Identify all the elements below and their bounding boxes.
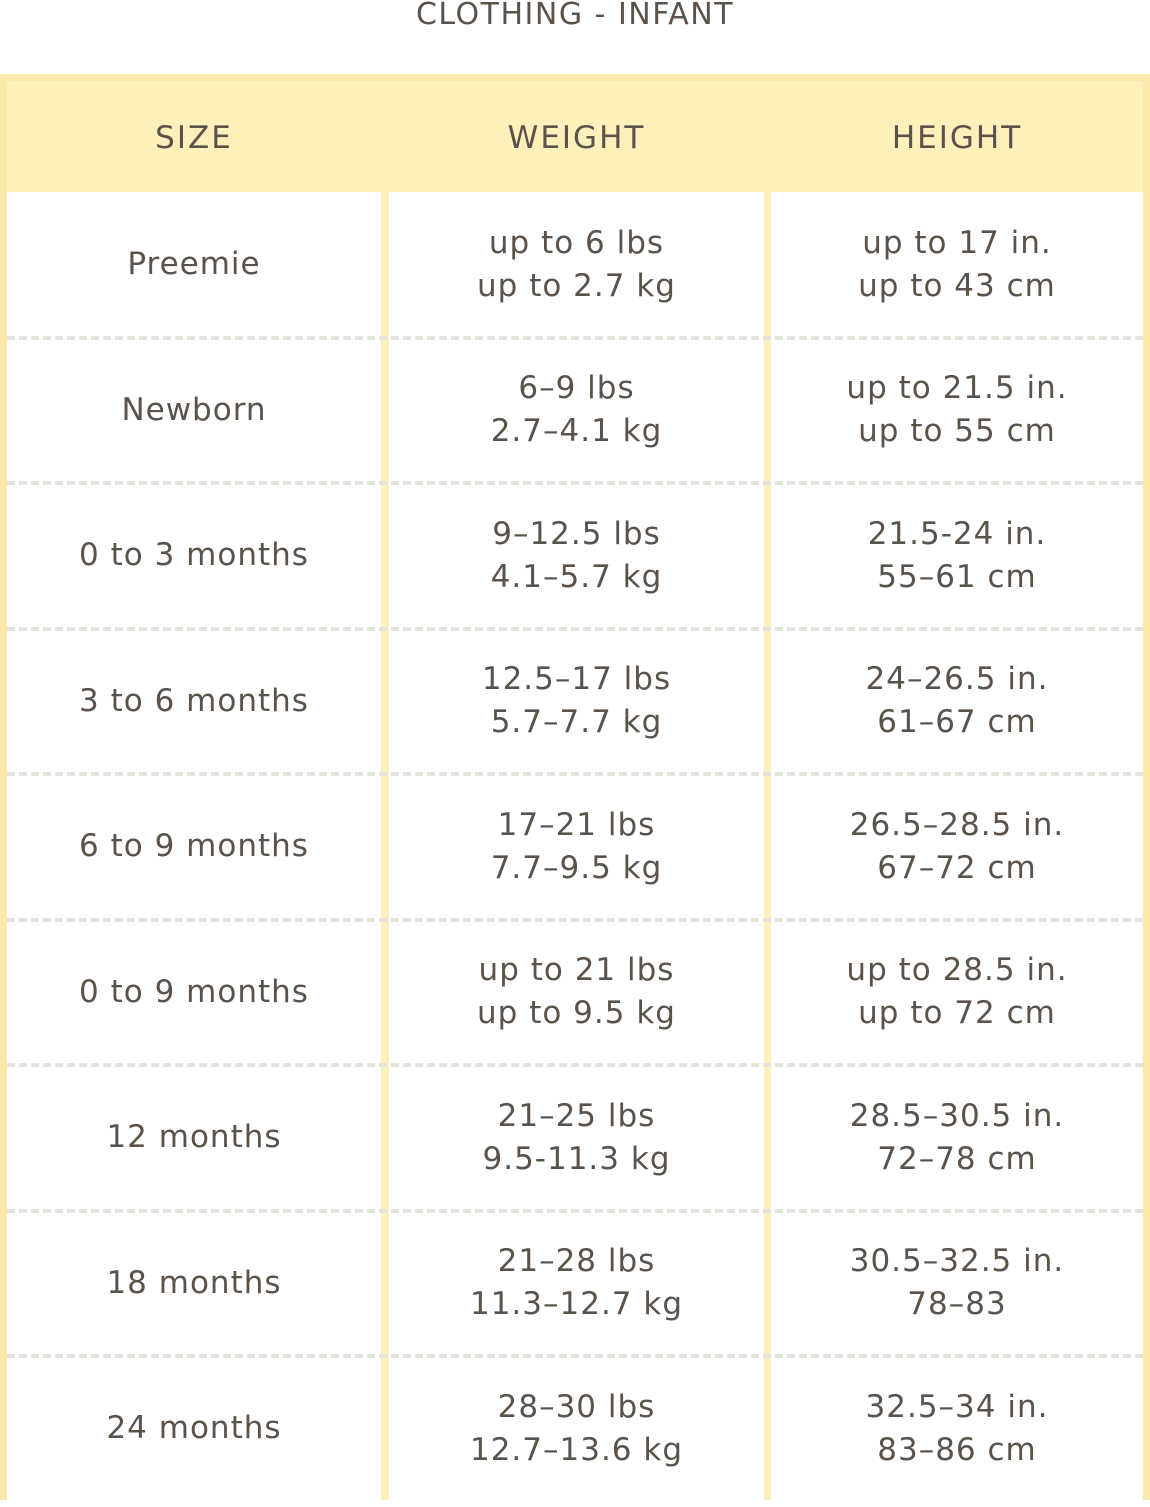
height-metric: 83–86 cm [877, 1431, 1037, 1468]
height-cell [771, 1356, 1143, 1501]
height-imperial: 32.5–34 in. [865, 1388, 1049, 1425]
size-label: 3 to 6 months [79, 682, 309, 719]
table-header-row [7, 81, 1143, 185]
weight-metric: 2.7–4.1 kg [490, 413, 663, 449]
weight-cell [389, 338, 764, 483]
height-metric: 55–61 cm [877, 558, 1037, 595]
weight-cell [389, 1211, 764, 1356]
weight-imperial: 17–21 lbs [497, 806, 656, 843]
size-label: 6 to 9 months [79, 828, 309, 864]
size-chart-table [0, 74, 1150, 1500]
height-cell [771, 1065, 1143, 1210]
height-cell [771, 920, 1143, 1065]
size-cell [7, 192, 381, 337]
height-metric: 61–67 cm [877, 704, 1037, 740]
height-imperial: up to 28.5 in. [846, 952, 1068, 988]
height-imperial: 26.5–28.5 in. [849, 806, 1065, 843]
weight-imperial: up to 6 lbs [488, 224, 665, 261]
weight-imperial: 12.5–17 lbs [481, 661, 672, 697]
weight-metric: 4.1–5.7 kg [490, 558, 663, 595]
height-imperial: 30.5–32.5 in. [849, 1243, 1065, 1279]
size-cell [7, 1356, 381, 1501]
table-row [7, 483, 1143, 628]
weight-imperial: 6–9 lbs [518, 370, 635, 406]
weight-cell [389, 920, 764, 1065]
height-imperial: 21.5-24 in. [867, 515, 1047, 552]
weight-cell [389, 483, 764, 628]
table-row [7, 920, 1143, 1065]
size-cell [7, 1211, 381, 1356]
weight-metric: 7.7–9.5 kg [490, 849, 663, 886]
size-label: 0 to 3 months [79, 537, 309, 573]
weight-cell [389, 774, 764, 919]
size-cell [7, 920, 381, 1065]
height-imperial: 24–26.5 in. [865, 661, 1049, 697]
height-metric: up to 55 cm [858, 413, 1056, 449]
weight-metric: 11.3–12.7 kg [469, 1286, 684, 1322]
header-size: SIZE [155, 120, 233, 156]
height-cell [771, 774, 1143, 919]
header-height: HEIGHT [891, 120, 1023, 156]
weight-metric: 9.5-11.3 kg [482, 1140, 671, 1177]
height-imperial: up to 17 in. [862, 224, 1052, 261]
table-row [7, 629, 1143, 774]
weight-imperial: up to 21 lbs [478, 952, 675, 988]
height-cell [771, 483, 1143, 628]
size-label: 12 months [106, 1119, 282, 1155]
table-row [7, 192, 1143, 337]
weight-cell [389, 1356, 764, 1501]
height-imperial: 28.5–30.5 in. [849, 1097, 1065, 1134]
size-cell [7, 483, 381, 628]
height-metric: 78–83 [907, 1286, 1007, 1322]
size-cell [7, 629, 381, 774]
table-row [7, 1065, 1143, 1210]
table-row [7, 1356, 1143, 1501]
page-title: CLOTHING - INFANT [415, 0, 735, 32]
size-cell [7, 1065, 381, 1210]
weight-metric: up to 9.5 kg [477, 995, 676, 1031]
height-cell [771, 192, 1143, 337]
size-label: 24 months [106, 1410, 282, 1446]
table-row [7, 774, 1143, 919]
weight-metric: 5.7–7.7 kg [490, 704, 663, 740]
weight-imperial: 21–25 lbs [497, 1097, 656, 1134]
height-metric: 72–78 cm [877, 1140, 1037, 1177]
weight-imperial: 21–28 lbs [497, 1243, 656, 1279]
size-cell [7, 774, 381, 919]
size-label: Preemie [127, 246, 261, 282]
size-label: 0 to 9 months [79, 973, 309, 1010]
height-metric: up to 72 cm [858, 995, 1056, 1031]
table-row [7, 338, 1143, 483]
size-label: Newborn [121, 391, 267, 428]
height-cell [771, 338, 1143, 483]
weight-metric: up to 2.7 kg [477, 267, 676, 304]
weight-metric: 12.7–13.6 kg [469, 1431, 684, 1468]
height-imperial: up to 21.5 in. [846, 370, 1068, 406]
header-weight: WEIGHT [507, 120, 646, 156]
height-metric: 67–72 cm [877, 849, 1037, 886]
weight-cell [389, 1065, 764, 1210]
height-cell [771, 629, 1143, 774]
weight-cell [389, 192, 764, 337]
height-metric: up to 43 cm [858, 267, 1056, 304]
size-label: 18 months [106, 1264, 282, 1301]
weight-imperial: 28–30 lbs [497, 1388, 656, 1425]
height-cell [771, 1211, 1143, 1356]
weight-imperial: 9–12.5 lbs [492, 515, 661, 552]
table-row [7, 1211, 1143, 1356]
weight-cell [389, 629, 764, 774]
size-cell [7, 338, 381, 483]
